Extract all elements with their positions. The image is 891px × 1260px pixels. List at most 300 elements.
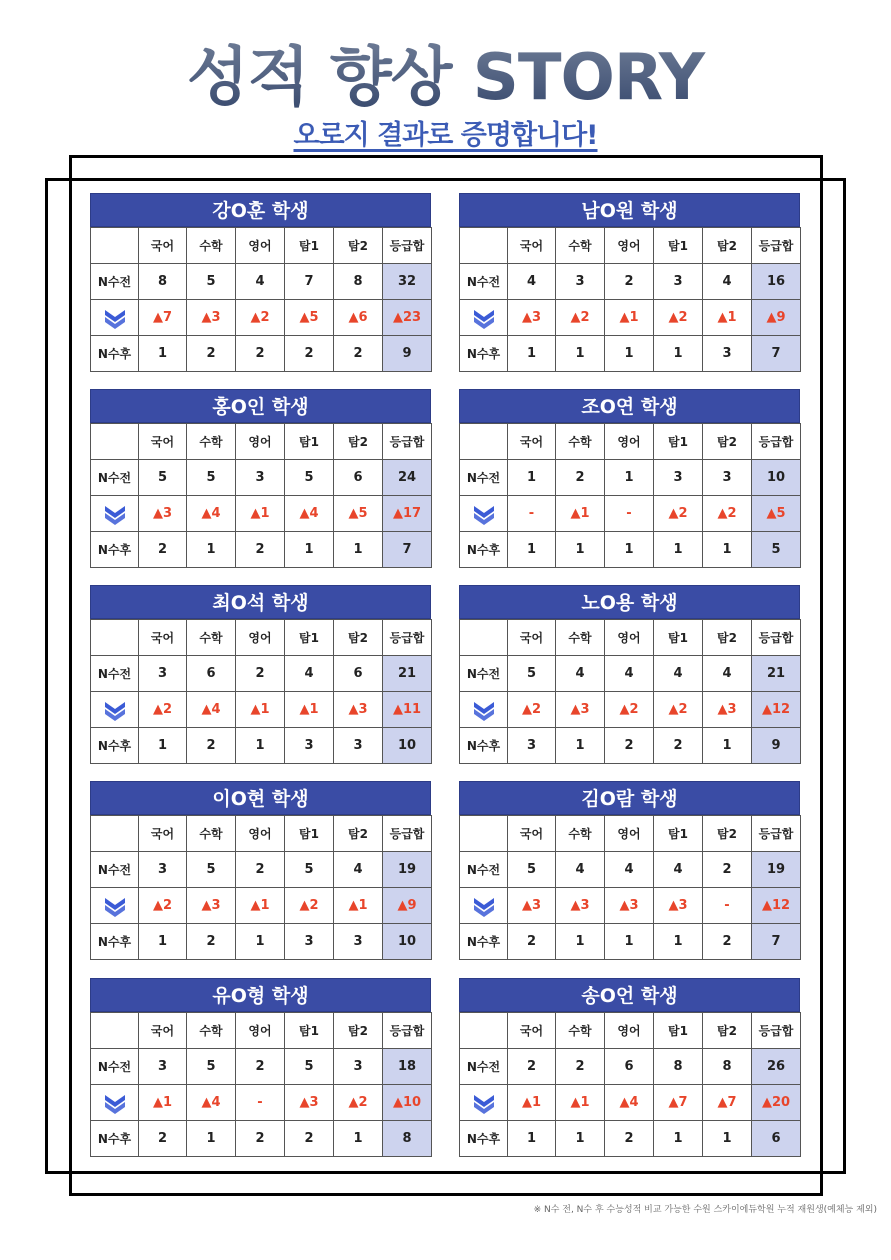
- delta-cell: ▲6: [334, 300, 383, 336]
- after-cell: 1: [605, 532, 654, 568]
- after-label: N수후: [460, 1121, 508, 1157]
- after-label: N수후: [91, 336, 139, 372]
- after-label: N수후: [91, 728, 139, 764]
- student-card: [90, 781, 431, 962]
- delta-cell: ▲1: [605, 300, 654, 336]
- before-cell: 5: [139, 460, 187, 496]
- delta-cell: ▲12: [752, 888, 801, 924]
- grade-table: [90, 815, 432, 960]
- before-label: N수전: [460, 460, 508, 496]
- student-name: 조O연 학생: [459, 389, 800, 423]
- before-cell: 3: [236, 460, 285, 496]
- before-cell: 4: [236, 264, 285, 300]
- before-label: N수전: [460, 656, 508, 692]
- after-cell: 2: [605, 1121, 654, 1157]
- delta-cell: ▲3: [334, 692, 383, 728]
- after-row: [460, 532, 801, 568]
- after-cell: 3: [703, 336, 752, 372]
- before-cell: 18: [383, 1049, 432, 1085]
- before-cell: 3: [334, 1049, 383, 1085]
- column-header: 탐2: [334, 1013, 383, 1049]
- double-chevron-down-icon: [472, 895, 496, 917]
- after-cell: 7: [752, 336, 801, 372]
- grade-table: [459, 423, 801, 568]
- after-row: [91, 1121, 432, 1157]
- after-label: N수후: [91, 924, 139, 960]
- column-header: 등급합: [752, 424, 801, 460]
- column-header: 등급합: [752, 816, 801, 852]
- column-header: 탐2: [703, 424, 752, 460]
- delta-cell: ▲1: [285, 692, 334, 728]
- delta-cell: ▲1: [556, 1085, 605, 1121]
- delta-cell: ▲2: [236, 300, 285, 336]
- after-cell: 1: [236, 728, 285, 764]
- chevron-cell: [91, 496, 139, 532]
- delta-row: [91, 300, 432, 336]
- after-cell: 1: [703, 532, 752, 568]
- delta-cell: ▲1: [703, 300, 752, 336]
- student-name: 유O형 학생: [90, 978, 431, 1012]
- before-cell: 3: [139, 1049, 187, 1085]
- delta-cell: ▲1: [139, 1085, 187, 1121]
- double-chevron-down-icon: [103, 699, 127, 721]
- before-cell: 8: [703, 1049, 752, 1085]
- after-cell: 1: [139, 924, 187, 960]
- delta-cell: -: [605, 496, 654, 532]
- after-cell: 1: [334, 532, 383, 568]
- double-chevron-down-icon: [472, 1092, 496, 1114]
- column-header: 탐2: [703, 1013, 752, 1049]
- grade-table: [90, 227, 432, 372]
- chevron-cell: [460, 692, 508, 728]
- before-cell: 19: [752, 852, 801, 888]
- before-cell: 5: [187, 264, 236, 300]
- before-cell: 3: [139, 656, 187, 692]
- before-cell: 3: [556, 264, 605, 300]
- before-cell: 1: [508, 460, 556, 496]
- column-header: 탐1: [654, 1013, 703, 1049]
- delta-cell: ▲4: [285, 496, 334, 532]
- grade-table: [90, 423, 432, 568]
- delta-cell: ▲5: [334, 496, 383, 532]
- after-row: [460, 728, 801, 764]
- delta-row: [460, 888, 801, 924]
- before-cell: 6: [334, 460, 383, 496]
- delta-cell: ▲11: [383, 692, 432, 728]
- column-header: 국어: [139, 228, 187, 264]
- after-label: N수후: [91, 532, 139, 568]
- after-cell: 3: [285, 924, 334, 960]
- student-name: 김O람 학생: [459, 781, 800, 815]
- column-header: 영어: [605, 424, 654, 460]
- before-label: N수전: [91, 1049, 139, 1085]
- before-cell: 5: [187, 460, 236, 496]
- before-cell: 8: [334, 264, 383, 300]
- after-cell: 1: [334, 1121, 383, 1157]
- before-cell: 2: [703, 852, 752, 888]
- before-cell: 5: [508, 852, 556, 888]
- column-header: 수학: [556, 424, 605, 460]
- double-chevron-down-icon: [472, 503, 496, 525]
- double-chevron-down-icon: [103, 503, 127, 525]
- before-cell: 4: [703, 264, 752, 300]
- delta-row: [460, 1085, 801, 1121]
- column-header: 국어: [139, 620, 187, 656]
- before-cell: 6: [187, 656, 236, 692]
- corner-cell: [460, 228, 508, 264]
- column-header: 영어: [236, 620, 285, 656]
- delta-cell: ▲1: [236, 496, 285, 532]
- delta-cell: ▲3: [508, 300, 556, 336]
- delta-cell: ▲2: [605, 692, 654, 728]
- before-cell: 24: [383, 460, 432, 496]
- column-header: 탐1: [654, 424, 703, 460]
- before-cell: 2: [236, 1049, 285, 1085]
- after-cell: 2: [654, 728, 703, 764]
- delta-cell: ▲4: [187, 1085, 236, 1121]
- page-title: 성적 향상 STORY: [0, 38, 891, 118]
- after-cell: 1: [187, 1121, 236, 1157]
- delta-cell: ▲20: [752, 1085, 801, 1121]
- column-header: 수학: [187, 1013, 236, 1049]
- before-cell: 5: [187, 852, 236, 888]
- student-card: [90, 389, 431, 570]
- column-header: 등급합: [383, 816, 432, 852]
- student-card: [459, 978, 800, 1159]
- delta-cell: ▲2: [139, 692, 187, 728]
- before-cell: 3: [703, 460, 752, 496]
- column-header: 국어: [508, 816, 556, 852]
- student-name: 홍O인 학생: [90, 389, 431, 423]
- student-card: [459, 781, 800, 962]
- delta-cell: ▲4: [605, 1085, 654, 1121]
- after-cell: 2: [703, 924, 752, 960]
- student-card: [90, 585, 431, 766]
- column-header: 수학: [187, 816, 236, 852]
- corner-cell: [91, 1013, 139, 1049]
- before-cell: 4: [605, 852, 654, 888]
- before-cell: 4: [334, 852, 383, 888]
- column-header: 탐1: [654, 620, 703, 656]
- column-header: 영어: [605, 228, 654, 264]
- delta-cell: ▲5: [752, 496, 801, 532]
- before-cell: 3: [139, 852, 187, 888]
- corner-cell: [91, 424, 139, 460]
- after-cell: 1: [187, 532, 236, 568]
- after-cell: 1: [556, 1121, 605, 1157]
- before-cell: 5: [285, 852, 334, 888]
- after-row: [460, 924, 801, 960]
- after-row: [91, 728, 432, 764]
- delta-row: [91, 692, 432, 728]
- before-row: [91, 460, 432, 496]
- after-cell: 1: [139, 336, 187, 372]
- student-card: [90, 193, 431, 374]
- student-name: 강O훈 학생: [90, 193, 431, 227]
- student-name: 최O석 학생: [90, 585, 431, 619]
- after-cell: 7: [752, 924, 801, 960]
- column-header: 탐1: [285, 424, 334, 460]
- corner-cell: [460, 816, 508, 852]
- column-header: 등급합: [383, 424, 432, 460]
- before-cell: 4: [703, 656, 752, 692]
- after-cell: 1: [605, 924, 654, 960]
- before-row: [460, 460, 801, 496]
- column-header: 탐1: [285, 1013, 334, 1049]
- before-cell: 5: [508, 656, 556, 692]
- before-cell: 4: [556, 852, 605, 888]
- before-label: N수전: [91, 264, 139, 300]
- delta-cell: ▲3: [605, 888, 654, 924]
- after-row: [460, 336, 801, 372]
- before-row: [91, 852, 432, 888]
- chevron-cell: [91, 888, 139, 924]
- after-cell: 1: [508, 336, 556, 372]
- delta-cell: ▲10: [383, 1085, 432, 1121]
- before-cell: 2: [236, 656, 285, 692]
- column-header: 탐2: [703, 620, 752, 656]
- column-header: 탐2: [334, 424, 383, 460]
- column-header: 등급합: [752, 620, 801, 656]
- delta-cell: ▲4: [187, 692, 236, 728]
- after-cell: 1: [285, 532, 334, 568]
- grade-table: [459, 1012, 801, 1157]
- before-cell: 5: [187, 1049, 236, 1085]
- before-cell: 6: [334, 656, 383, 692]
- student-card: [459, 193, 800, 374]
- delta-cell: ▲2: [285, 888, 334, 924]
- before-cell: 4: [654, 656, 703, 692]
- after-cell: 3: [334, 728, 383, 764]
- column-header: 수학: [187, 228, 236, 264]
- before-cell: 21: [752, 656, 801, 692]
- grade-table: [90, 1012, 432, 1157]
- chevron-cell: [460, 496, 508, 532]
- before-cell: 4: [508, 264, 556, 300]
- grade-table: [90, 619, 432, 764]
- before-cell: 2: [556, 1049, 605, 1085]
- column-header: 국어: [139, 1013, 187, 1049]
- column-header: 수학: [187, 424, 236, 460]
- before-cell: 7: [285, 264, 334, 300]
- column-header: 영어: [236, 228, 285, 264]
- column-header: 탐1: [285, 620, 334, 656]
- delta-row: [91, 1085, 432, 1121]
- after-cell: 1: [654, 336, 703, 372]
- before-row: [91, 1049, 432, 1085]
- delta-cell: ▲1: [334, 888, 383, 924]
- after-row: [91, 532, 432, 568]
- delta-cell: ▲3: [654, 888, 703, 924]
- before-row: [460, 656, 801, 692]
- after-cell: 3: [508, 728, 556, 764]
- delta-row: [460, 300, 801, 336]
- before-cell: 4: [285, 656, 334, 692]
- after-cell: 2: [139, 1121, 187, 1157]
- column-header: 영어: [236, 816, 285, 852]
- after-cell: 1: [139, 728, 187, 764]
- column-header: 등급합: [383, 1013, 432, 1049]
- student-name: 남O원 학생: [459, 193, 800, 227]
- before-row: [460, 264, 801, 300]
- delta-cell: ▲4: [187, 496, 236, 532]
- after-cell: 9: [383, 336, 432, 372]
- before-label: N수전: [91, 656, 139, 692]
- after-cell: 2: [285, 1121, 334, 1157]
- after-cell: 2: [236, 532, 285, 568]
- before-cell: 16: [752, 264, 801, 300]
- student-name: 송O언 학생: [459, 978, 800, 1012]
- delta-cell: ▲1: [508, 1085, 556, 1121]
- student-card: [459, 585, 800, 766]
- after-cell: 1: [556, 532, 605, 568]
- before-label: N수전: [460, 1049, 508, 1085]
- column-header: 등급합: [752, 228, 801, 264]
- delta-cell: ▲7: [654, 1085, 703, 1121]
- delta-cell: -: [703, 888, 752, 924]
- delta-cell: ▲3: [556, 692, 605, 728]
- before-label: N수전: [460, 852, 508, 888]
- before-cell: 2: [236, 852, 285, 888]
- after-row: [91, 336, 432, 372]
- delta-cell: ▲2: [703, 496, 752, 532]
- student-name: 이O현 학생: [90, 781, 431, 815]
- after-cell: 3: [334, 924, 383, 960]
- double-chevron-down-icon: [103, 895, 127, 917]
- column-header: 영어: [236, 424, 285, 460]
- delta-cell: ▲2: [654, 496, 703, 532]
- after-label: N수후: [460, 336, 508, 372]
- after-cell: 2: [236, 1121, 285, 1157]
- corner-cell: [460, 620, 508, 656]
- delta-cell: ▲2: [508, 692, 556, 728]
- before-label: N수전: [91, 852, 139, 888]
- column-header: 탐2: [703, 816, 752, 852]
- footnote: ※ N수 전, N수 후 수능성적 비교 가능한 수원 스카이에듀학원 누적 재원생(예체능 제외): [533, 1205, 877, 1215]
- after-cell: 10: [383, 924, 432, 960]
- delta-cell: ▲3: [556, 888, 605, 924]
- delta-cell: ▲9: [383, 888, 432, 924]
- after-cell: 1: [508, 532, 556, 568]
- before-cell: 8: [654, 1049, 703, 1085]
- column-header: 영어: [605, 620, 654, 656]
- delta-cell: ▲7: [703, 1085, 752, 1121]
- after-cell: 2: [236, 336, 285, 372]
- column-header: 탐2: [334, 228, 383, 264]
- column-header: 탐1: [654, 816, 703, 852]
- after-row: [460, 1121, 801, 1157]
- delta-row: [91, 496, 432, 532]
- column-header: 영어: [605, 1013, 654, 1049]
- after-cell: 9: [752, 728, 801, 764]
- after-cell: 2: [285, 336, 334, 372]
- after-cell: 2: [605, 728, 654, 764]
- after-cell: 2: [187, 924, 236, 960]
- after-cell: 2: [187, 728, 236, 764]
- column-header: 탐2: [334, 816, 383, 852]
- after-cell: 2: [334, 336, 383, 372]
- double-chevron-down-icon: [103, 307, 127, 329]
- before-cell: 1: [605, 460, 654, 496]
- column-header: 수학: [556, 620, 605, 656]
- before-cell: 2: [556, 460, 605, 496]
- after-cell: 1: [654, 924, 703, 960]
- chevron-cell: [460, 888, 508, 924]
- column-header: 영어: [605, 816, 654, 852]
- corner-cell: [460, 424, 508, 460]
- student-name: 노O용 학생: [459, 585, 800, 619]
- after-cell: 2: [139, 532, 187, 568]
- after-cell: 1: [703, 728, 752, 764]
- double-chevron-down-icon: [472, 307, 496, 329]
- after-cell: 6: [752, 1121, 801, 1157]
- corner-cell: [91, 816, 139, 852]
- delta-cell: ▲1: [556, 496, 605, 532]
- delta-cell: ▲9: [752, 300, 801, 336]
- delta-cell: ▲7: [139, 300, 187, 336]
- after-label: N수후: [460, 924, 508, 960]
- delta-cell: ▲2: [139, 888, 187, 924]
- after-cell: 10: [383, 728, 432, 764]
- delta-cell: ▲2: [334, 1085, 383, 1121]
- before-cell: 4: [556, 656, 605, 692]
- column-header: 국어: [508, 620, 556, 656]
- chevron-cell: [91, 692, 139, 728]
- delta-cell: ▲3: [703, 692, 752, 728]
- before-cell: 8: [139, 264, 187, 300]
- after-label: N수후: [460, 728, 508, 764]
- before-row: [460, 852, 801, 888]
- after-cell: 2: [187, 336, 236, 372]
- after-cell: 1: [556, 336, 605, 372]
- before-label: N수전: [460, 264, 508, 300]
- chevron-cell: [460, 300, 508, 336]
- before-cell: 19: [383, 852, 432, 888]
- before-row: [91, 264, 432, 300]
- after-label: N수후: [460, 532, 508, 568]
- after-cell: 1: [654, 532, 703, 568]
- column-header: 수학: [187, 620, 236, 656]
- before-cell: 5: [285, 1049, 334, 1085]
- after-cell: 1: [236, 924, 285, 960]
- page-subtitle: 오로지 결과로 증명합니다!: [293, 120, 598, 151]
- before-cell: 6: [605, 1049, 654, 1085]
- before-cell: 2: [605, 264, 654, 300]
- before-cell: 21: [383, 656, 432, 692]
- after-cell: 1: [508, 1121, 556, 1157]
- before-cell: 4: [654, 852, 703, 888]
- column-header: 수학: [556, 816, 605, 852]
- before-row: [460, 1049, 801, 1085]
- before-cell: 3: [654, 264, 703, 300]
- chevron-cell: [460, 1085, 508, 1121]
- delta-cell: ▲2: [556, 300, 605, 336]
- after-cell: 3: [285, 728, 334, 764]
- before-cell: 32: [383, 264, 432, 300]
- column-header: 영어: [236, 1013, 285, 1049]
- double-chevron-down-icon: [472, 699, 496, 721]
- column-header: 등급합: [383, 620, 432, 656]
- student-card: [459, 389, 800, 570]
- column-header: 등급합: [383, 228, 432, 264]
- column-header: 수학: [556, 1013, 605, 1049]
- column-header: 국어: [139, 816, 187, 852]
- column-header: 탐2: [334, 620, 383, 656]
- after-label: N수후: [91, 1121, 139, 1157]
- delta-cell: ▲5: [285, 300, 334, 336]
- delta-cell: ▲23: [383, 300, 432, 336]
- column-header: 탐1: [285, 228, 334, 264]
